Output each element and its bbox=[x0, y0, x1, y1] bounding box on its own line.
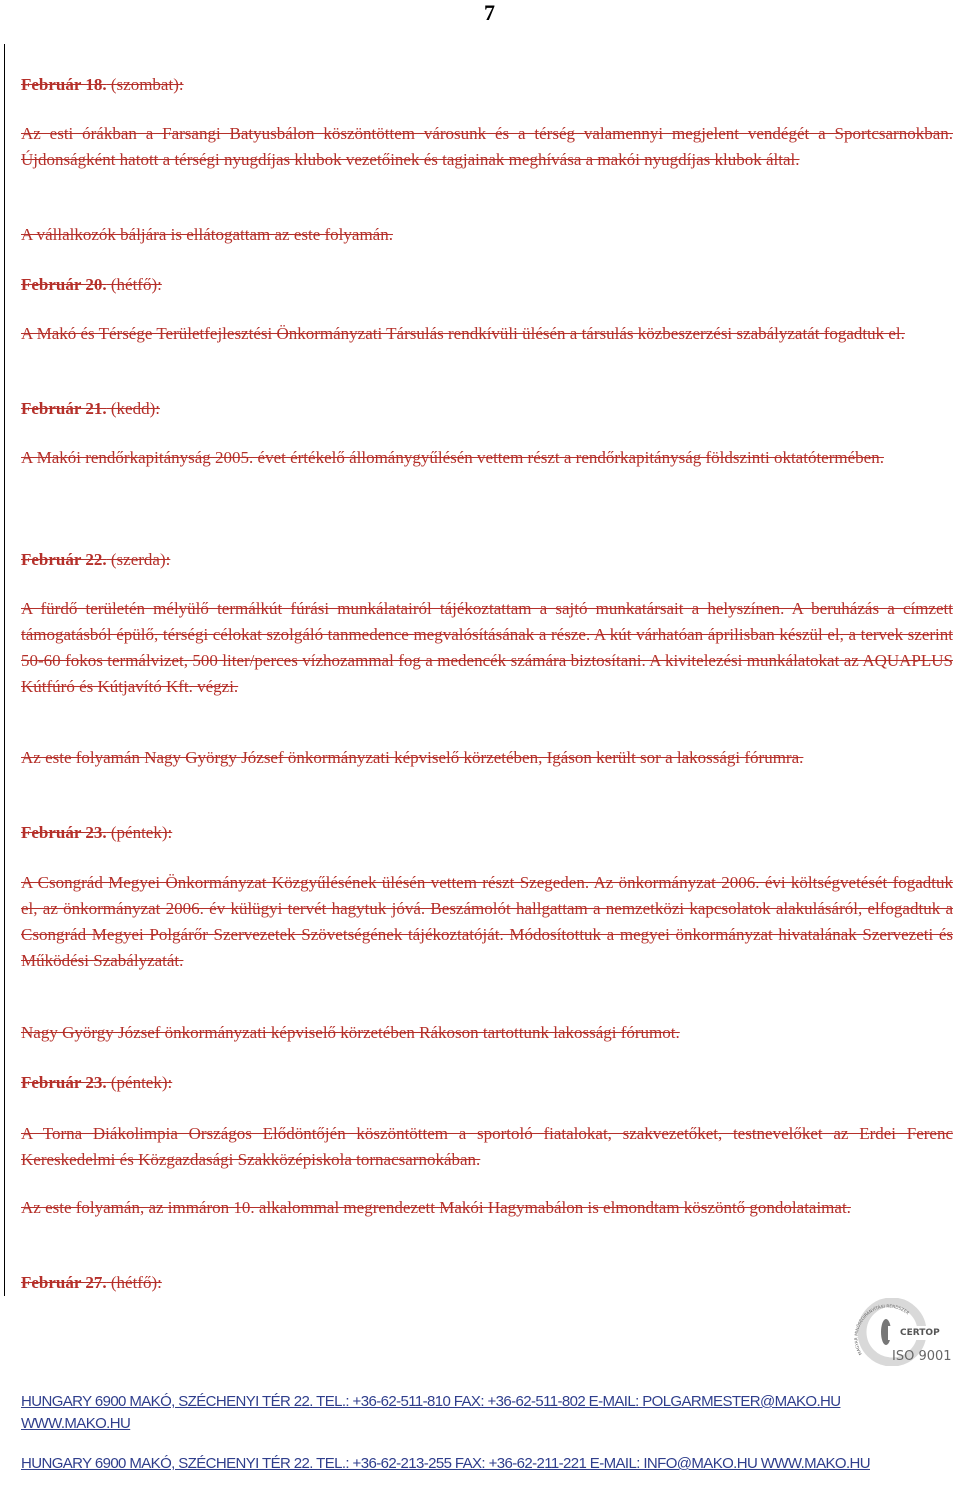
entry-date: Február 22. bbox=[21, 550, 107, 569]
paragraph-text: A vállalkozók báljára is ellátogattam az este folyamán. bbox=[21, 225, 393, 244]
entry-paragraph bbox=[21, 1195, 953, 1221]
entry-day: (hétfő): bbox=[106, 275, 162, 294]
entry-heading bbox=[21, 547, 953, 573]
entry-feb-21 bbox=[21, 396, 953, 422]
change-bar bbox=[4, 44, 5, 1296]
entry-heading bbox=[21, 272, 953, 298]
paragraph-text: Az este folyamán Nagy György József önkormányzati képviselő körzetében, Igáson került sor a lakossági fórumra. bbox=[21, 748, 804, 767]
entry-paragraph bbox=[21, 445, 953, 471]
paragraph-text: A Makói rendőrkapitányság 2005. évet értékelő állománygyűlésén vettem részt a rendőrkapitányság földszinti oktatótermében. bbox=[21, 448, 884, 467]
entry-date: Február 27. bbox=[21, 1273, 107, 1292]
entry-feb-18 bbox=[21, 72, 953, 98]
entry-paragraph bbox=[21, 121, 953, 173]
logo-ring-text: MAGYAR MINŐSÉGIRÁNYÍTÁSI RENDSZER bbox=[853, 1303, 911, 1356]
entry-date: Február 20. bbox=[21, 275, 107, 294]
paragraph-text: Nagy György József önkormányzati képviselő körzetében Rákoson tartottunk lakossági fórumot. bbox=[21, 1023, 680, 1042]
entry-day: (hétfő): bbox=[106, 1273, 162, 1292]
entry-day: (péntek): bbox=[106, 1073, 173, 1092]
entry-paragraph bbox=[21, 1020, 953, 1046]
entry-date: Február 18. bbox=[21, 75, 107, 94]
entry-day: (szombat): bbox=[106, 75, 184, 94]
paragraph-text: A Makó és Térsége Területfejlesztési Önkormányzati Társulás rendkívüli ülésén a társulás közbeszerzési szabályzatát fogadtuk el. bbox=[21, 324, 905, 343]
entry-day: (szerda): bbox=[106, 550, 171, 569]
entry-paragraph bbox=[21, 745, 953, 771]
footer-address-1: HUNGARY 6900 MAKÓ, SZÉCHENYI TÉR 22. TEL.: +36-62-511-810 FAX: +36-62-511-802 E-MAIL: POLGARMESTER@MAKO.HU bbox=[21, 1393, 841, 1410]
entry-heading bbox=[21, 820, 953, 846]
entry-paragraph bbox=[21, 1121, 953, 1173]
certop-iso-logo bbox=[848, 1298, 956, 1366]
paragraph-text: Az este folyamán, az immáron 10. alkalommal megrendezett Makói Hagymabálon is elmondtam köszöntő gondolataimat. bbox=[21, 1198, 851, 1217]
entry-feb-20 bbox=[21, 272, 953, 298]
entry-feb-27 bbox=[21, 1270, 953, 1296]
entry-day: (kedd): bbox=[106, 399, 160, 418]
paragraph-text: A fürdő területén mélyülő termálkút fúrási munkálatairól tájékoztattam a sajtó munkatársait a helyszínen. A beruházás a címzett támogatásból épülő, térségi célokat szolgáló tanmedence megvalósításának a része. A kút várhatóan áprilisban készül el, a tervek szerint 50-60 fokos termálvizet, 500 liter/perces vízhozammal fog a medencék számára biztosítani. A kivitelezési munkálatokat az AQUAPLUS Kútfúró és Kútjavító Kft. végzi. bbox=[21, 599, 953, 696]
paragraph-text: Az esti órákban a Farsangi Batyusbálon köszöntöttem városunk és a térség valamennyi megjelent vendégét a Sportcsarnokban. Újdonságként hatott a térségi nyugdíjas klubok vezetőinek és tagjainak meghívása a makói nyugdíjas klubok által. bbox=[21, 124, 953, 169]
footer-address-2: HUNGARY 6900 MAKÓ, SZÉCHENYI TÉR 22. TEL.: +36-62-213-255 FAX: +36-62-211-221 E-MAIL: INFO@MAKO.HU WWW.MAKO.HU bbox=[21, 1455, 870, 1472]
paragraph-text: A Csongrád Megyei Önkormányzat Közgyűlésének ülésén vettem részt Szegeden. Az önkormányzat 2006. évi költségvetését fogadtuk el, az önkormányzat 2006. év külügyi tervét hagytuk jóvá. Beszámolót hallgattam a nemzetközi kapcsolatok alakulásáról, elfogadtuk a Csongrád Megyei Polgárőr Szervezetek Szövetségének tájékoztatóját. Módosítottuk a megyei önkormányzat hivatalának Szervezeti és Működési Szabályzatát. bbox=[21, 873, 953, 970]
entry-heading bbox=[21, 1270, 953, 1296]
entry-feb-22 bbox=[21, 547, 953, 573]
logo-standard: ISO 9001 bbox=[892, 1349, 952, 1364]
entry-feb-23-b bbox=[21, 1070, 953, 1096]
entry-paragraph bbox=[21, 321, 953, 347]
entry-heading bbox=[21, 1070, 953, 1096]
entry-feb-23 bbox=[21, 820, 953, 846]
page-number: 7 bbox=[484, 0, 495, 25]
footer-website[interactable]: WWW.MAKO.HU bbox=[21, 1415, 131, 1432]
entry-paragraph bbox=[21, 222, 953, 248]
entry-paragraph bbox=[21, 870, 953, 974]
entry-paragraph bbox=[21, 596, 953, 700]
entry-heading bbox=[21, 396, 953, 422]
entry-date: Február 21. bbox=[21, 399, 107, 418]
logo-brand: CERTOP bbox=[900, 1328, 940, 1338]
paragraph-text: A Torna Diákolimpia Országos Elődöntőjén köszöntöttem a sportoló fiatalokat, szakvezetőket, testnevelőket az Erdei Ferenc Kereskedelmi és Közgazdasági Szakközépiskola tornacsarnokában. bbox=[21, 1124, 953, 1169]
entry-date: Február 23. bbox=[21, 1073, 107, 1092]
entry-date: Február 23. bbox=[21, 823, 107, 842]
entry-day: (péntek): bbox=[106, 823, 173, 842]
entry-heading bbox=[21, 72, 953, 98]
